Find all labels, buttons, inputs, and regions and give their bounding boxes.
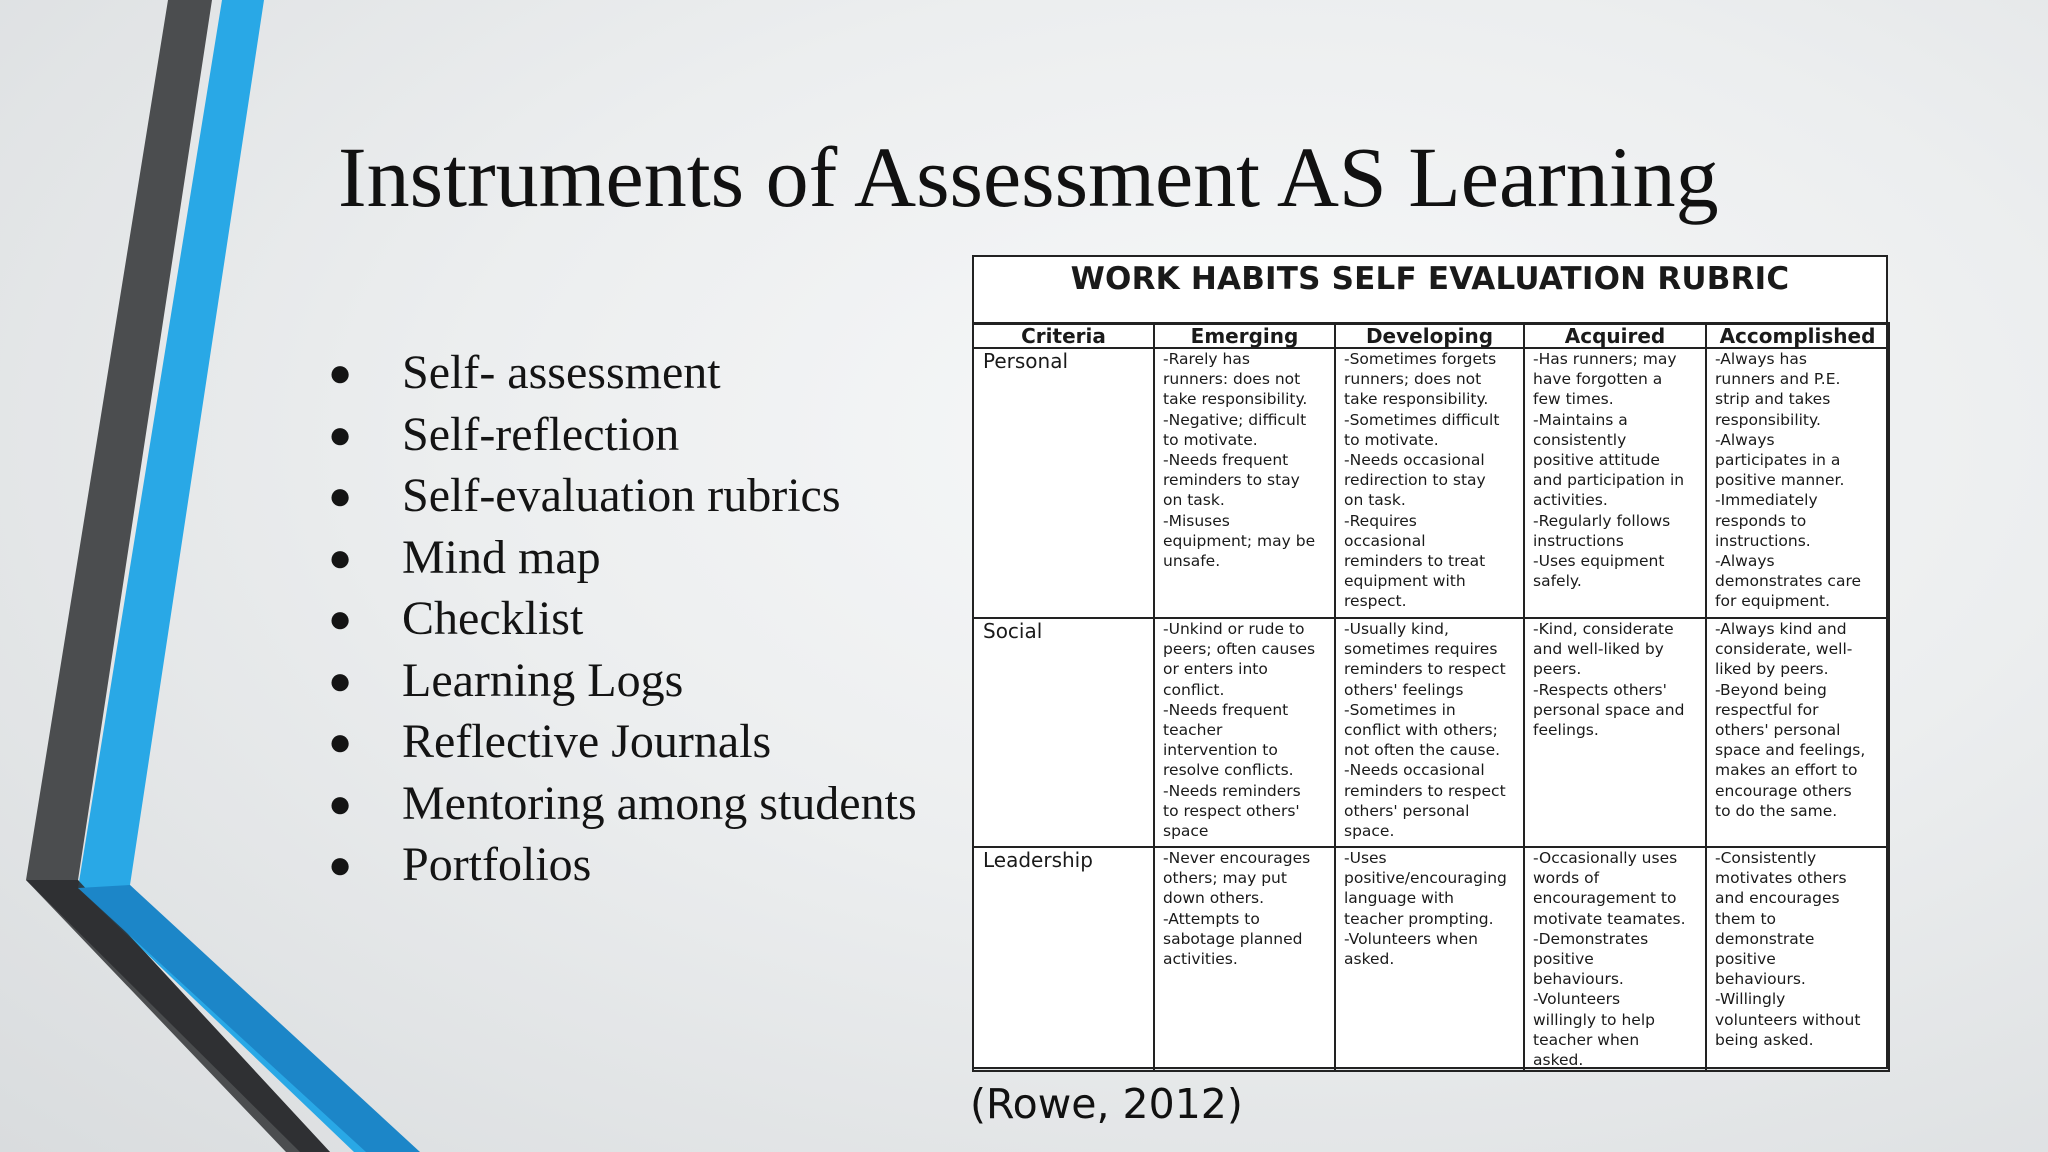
bullet-icon: ●	[328, 350, 353, 395]
bullet-item	[322, 773, 942, 835]
rubric-image	[972, 255, 1888, 1069]
rubric-header-row	[973, 324, 1889, 349]
header-developing: Developing	[1335, 324, 1524, 349]
bullet-item	[322, 404, 942, 466]
dark-stripe-shadow	[26, 880, 330, 1152]
bullet-text: Portfolios	[402, 838, 592, 891]
rubric-cell: -Rarely has runners: does not take responsibility. -Negative; difficult to motivate. -Needs frequent reminders to stay on task. -Misuses equipment; may be unsafe.	[1154, 348, 1335, 618]
bullet-icon: ●	[328, 719, 353, 764]
bullet-item	[322, 834, 942, 896]
bullet-icon: ●	[328, 842, 353, 887]
rubric-cell: -Occasionally uses words of encouragement to motivate teamates. -Demonstrates positive behaviours. -Volunteers willingly to help teacher when asked.	[1524, 847, 1706, 1071]
criteria-cell: Social	[973, 618, 1154, 847]
bullet-text: Mind map	[402, 530, 601, 584]
criteria-cell: Leadership	[973, 847, 1154, 1071]
rubric-cell: -Sometimes forgets runners; does not take responsibility. -Sometimes difficult to motivate. -Needs occasional redirection to stay on task. -Requires occasional reminders to treat equipment with respect.	[1335, 348, 1524, 618]
bullet-text: Self-reflection	[402, 407, 680, 461]
bullet-item	[322, 588, 942, 650]
rubric-cell: -Consistently motivates others and encourages them to demonstrate positive behaviours. -Willingly volunteers without being asked.	[1706, 847, 1889, 1071]
bullet-item	[322, 342, 942, 404]
rubric-title: WORK HABITS SELF EVALUATION RUBRIC	[1070, 261, 1790, 297]
rubric-cell: -Usually kind, sometimes requires reminders to respect others' feelings -Sometimes in conflict with others; not often the cause. -Needs occasional reminders to respect others' personal space.	[1335, 618, 1524, 847]
bullet-text: Self- assessment	[402, 346, 721, 399]
rubric-cell: -Unkind or rude to peers; often causes or enters into conflict. -Needs frequent teacher intervention to resolve conflicts. -Needs reminders to respect others' space	[1154, 618, 1335, 847]
rubric-row-personal	[973, 348, 1889, 618]
citation: (Rowe, 2012)	[970, 1080, 1243, 1128]
rubric-cell: -Always kind and considerate, well- liked by peers. -Beyond being respectful for others' personal space and feelings, makes an effort to encourage others to do the same.	[1706, 618, 1889, 847]
rubric-cell: -Never encourages others; may put down others. -Attempts to sabotage planned activities.	[1154, 847, 1335, 1071]
bullet-icon: ●	[328, 596, 353, 641]
rubric-table	[972, 322, 1890, 1072]
bullet-icon: ●	[328, 534, 353, 580]
criteria-cell: Personal	[973, 348, 1154, 618]
bullet-item	[322, 711, 942, 773]
bullet-text: Mentoring among students	[402, 776, 917, 830]
bullet-item	[322, 650, 942, 712]
bullet-text: Reflective Journals	[402, 715, 772, 768]
rubric-cell: -Has runners; may have forgotten a few times. -Maintains a consistently positive attitude and participation in activities. -Regularly follows instructions -Uses equipment safely.	[1524, 348, 1706, 618]
slide-title: Instruments of Assessment AS Learning	[338, 129, 1719, 225]
bullet-text: Self-evaluation rubrics	[402, 469, 841, 522]
bullet-icon: ●	[328, 780, 353, 826]
bullet-item	[322, 465, 942, 527]
header-criteria: Criteria	[973, 324, 1154, 349]
bullet-list	[322, 342, 942, 896]
bullet-text: Checklist	[402, 592, 584, 645]
rubric-cell: -Uses positive/encouraging language with teacher prompting. -Volunteers when asked.	[1335, 847, 1524, 1071]
header-acquired: Acquired	[1524, 324, 1706, 349]
bullet-icon: ●	[328, 473, 353, 518]
rubric-row-social	[973, 618, 1889, 847]
bullet-item	[322, 527, 942, 589]
rubric-cell: -Kind, considerate and well-liked by peers. -Respects others' personal space and feelings.	[1524, 618, 1706, 847]
header-emerging: Emerging	[1154, 324, 1335, 349]
rubric-row-leadership	[973, 847, 1889, 1071]
bullet-icon: ●	[328, 657, 353, 703]
header-accomplished: Accomplished	[1706, 324, 1889, 349]
bullet-icon: ●	[328, 411, 353, 457]
rubric-cell: -Always has runners and P.E. strip and takes responsibility. -Always participates in a positive manner. -Immediately responds to instructions. -Always demonstrates care for equipment.	[1706, 348, 1889, 618]
bullet-text: Learning Logs	[402, 653, 684, 707]
